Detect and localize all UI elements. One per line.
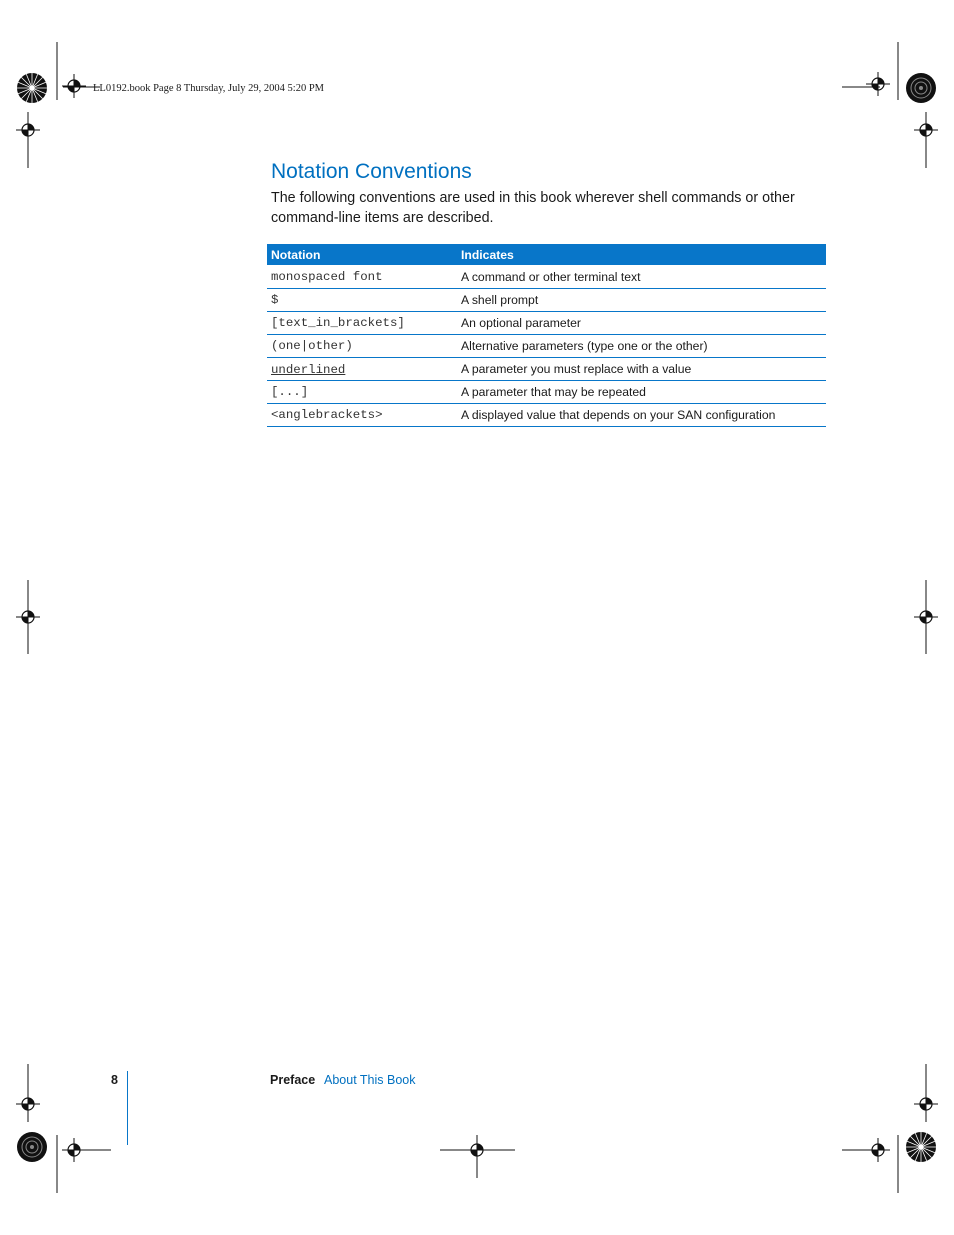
table-row (267, 335, 826, 358)
section-heading: Notation Conventions (271, 160, 472, 183)
notation-cell: monospaced font (267, 265, 457, 289)
footer-section: About This Book (324, 1073, 416, 1087)
print-slug: LL0192.book Page 8 Thursday, July 29, 2004 5:20 PM (93, 83, 324, 94)
notation-table (267, 244, 826, 427)
indicates-cell: Alternative parameters (type one or the other) (457, 335, 826, 358)
notation-cell: $ (267, 289, 457, 312)
indicates-cell: A shell prompt (457, 289, 826, 312)
indicates-cell: A parameter that may be repeated (457, 381, 826, 404)
indicates-cell: A command or other terminal text (457, 265, 826, 289)
table-row (267, 289, 826, 312)
notation-cell: [...] (267, 381, 457, 404)
table-row (267, 312, 826, 335)
table-row (267, 404, 826, 427)
footer-chapter: Preface (270, 1073, 316, 1087)
notation-cell: (one|other) (267, 335, 457, 358)
indicates-cell: A parameter you must replace with a value (457, 358, 826, 381)
intro-paragraph: The following conventions are used in this book wherever shell commands or other command-line items are described. (271, 190, 795, 226)
table-row (267, 381, 826, 404)
notation-cell: <anglebrackets> (267, 404, 457, 427)
column-header-indicates: Indicates (457, 244, 826, 265)
table-header-row (267, 244, 826, 265)
page-number: 8 (111, 1073, 118, 1087)
underlined-notation: underlined (271, 362, 346, 377)
notation-cell (267, 358, 457, 381)
indicates-cell: An optional parameter (457, 312, 826, 335)
table-row (267, 265, 826, 289)
indicates-cell: A displayed value that depends on your SAN configuration (457, 404, 826, 427)
notation-cell: [text_in_brackets] (267, 312, 457, 335)
table-row (267, 358, 826, 381)
column-header-notation: Notation (267, 244, 457, 265)
footer-divider (127, 1071, 128, 1145)
